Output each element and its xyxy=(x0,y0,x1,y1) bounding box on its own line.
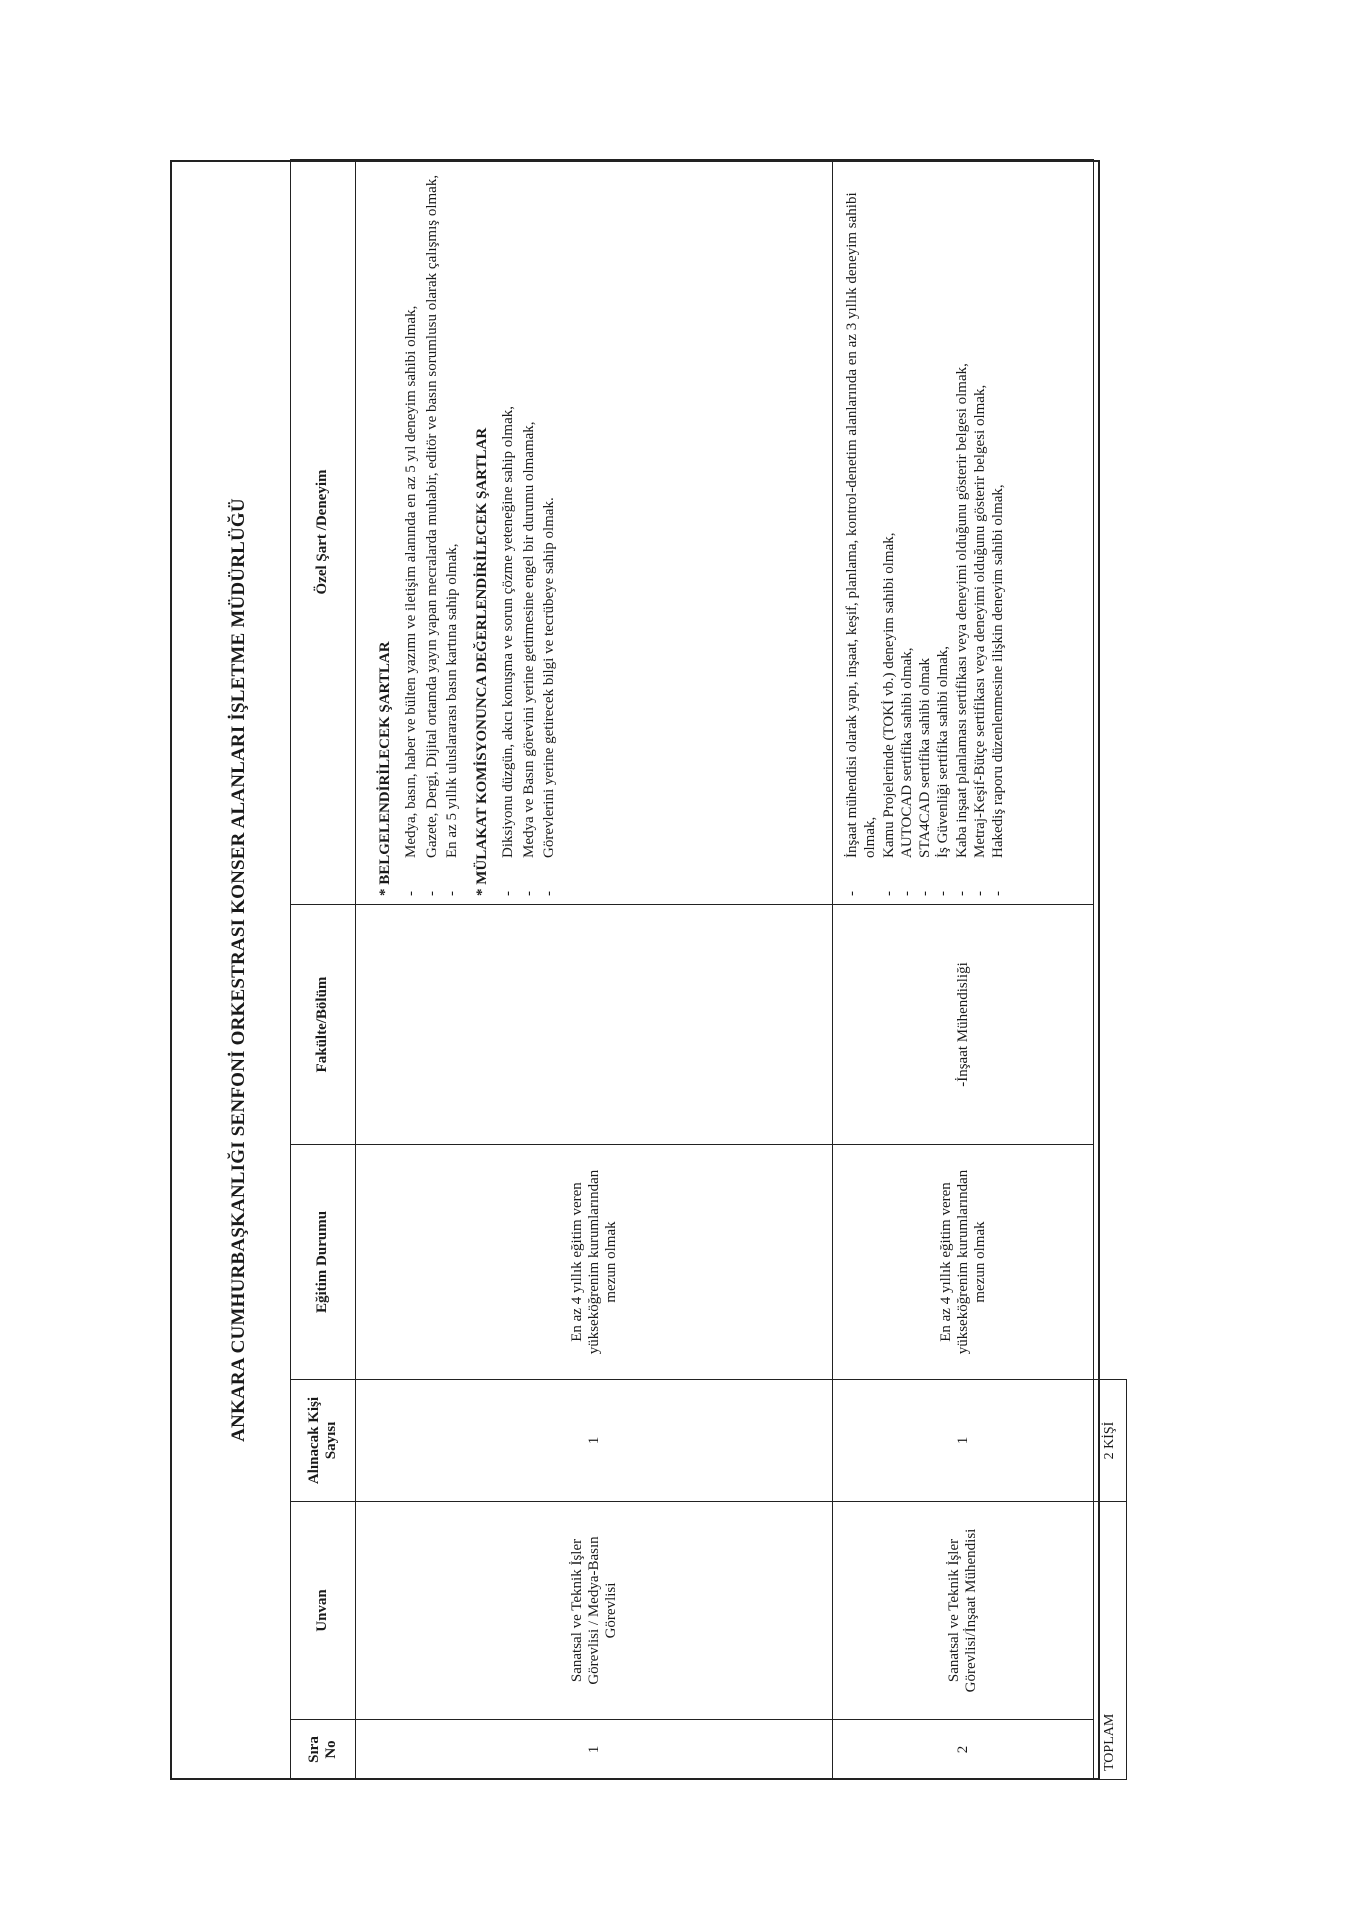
total-row xyxy=(1094,160,1127,1780)
cell-fakulte xyxy=(356,905,833,1145)
table-row xyxy=(833,160,1094,1780)
list-item: - Görevlerini yerine getirecek bilgi ve tecrübeye sahip olmak. xyxy=(540,168,558,858)
total-value: 2 KİŞİ xyxy=(1094,1380,1127,1502)
list-item: - Gazete, Dergi, Dijital ortamda yayın yapan mecralarda muhabir, editör ve basın sorumlusu olarak çalışmış olmak, xyxy=(423,168,441,858)
cell-ozel-sart xyxy=(356,160,833,905)
cell-kisi: 1 xyxy=(833,1380,1094,1502)
list-item: - Medya ve Basın görevini yerine getirmesine engel bir durumu olmamak, xyxy=(520,168,538,858)
section-title-belgelendirilecek: * BELGELENDİRİLECEK ŞARTLAR xyxy=(377,641,393,896)
list-item: - Hakediş raporu düzenlenmesine ilişkin deneyim sahibi olmak, xyxy=(989,168,1007,858)
cell-unvan: Sanatsal ve Teknik İşler Görevlisi/İnşaat Mühendisi xyxy=(833,1502,1094,1720)
cell-kisi: 1 xyxy=(356,1380,833,1502)
cell-unvan: Sanatsal ve Teknik İşler Görevlisi / Medya-Basın Görevlisi xyxy=(356,1502,833,1720)
rotated-document-page xyxy=(170,160,1117,1780)
list-item: - Diksiyonu düzgün, akıcı konuşma ve sorun çözme yeteneğine sahip olmak, xyxy=(499,168,517,858)
header-kisi-sayisi: Alınacak Kişi Sayısı xyxy=(291,1380,356,1502)
personnel-table xyxy=(290,159,1127,1780)
requirement-list xyxy=(402,168,461,896)
list-item: - Kaba inşaat planlaması sertifikası veya deneyimi olduğunu gösterir belgesi olmak, xyxy=(953,168,971,858)
cell-sira: 1 xyxy=(356,1720,833,1780)
header-fakulte-bolum: Fakülte/Bölüm xyxy=(291,905,356,1145)
table-row xyxy=(356,160,833,1780)
cell-egitim: En az 4 yıllık eğitim veren yükseköğrenim kurumlarından mezun olmak xyxy=(356,1145,833,1380)
header-egitim-durumu: Eğitim Durumu xyxy=(291,1145,356,1380)
header-ozel-sart: Özel Şart /Deneyim xyxy=(291,160,356,905)
cell-sira: 2 xyxy=(833,1720,1094,1780)
cell-ozel-sart xyxy=(833,160,1094,905)
list-item: - STA4CAD sertifika sahibi olmak xyxy=(916,168,934,858)
cell-egitim: En az 4 yıllık eğitim veren yükseköğrenim kurumlarından mezun olmak xyxy=(833,1145,1094,1380)
table-header-row xyxy=(291,160,356,1780)
header-sira-no: Sıra No xyxy=(291,1720,356,1780)
total-label: TOPLAM xyxy=(1094,1502,1127,1780)
requirement-list xyxy=(843,168,1008,896)
list-item: - İş Güvenliği sertifika sahibi olmak, xyxy=(934,168,952,858)
header-unvan: Unvan xyxy=(291,1502,356,1720)
section-title-mulakat: * MÜLAKAT KOMİSYONUNCA DEĞERLENDİRİLECEK ŞARTLAR xyxy=(474,427,491,896)
list-item: - AUTOCAD sertifika sahibi olmak, xyxy=(898,168,916,858)
list-item: - En az 5 yıllık uluslararası basın kartına sahip olmak, xyxy=(443,168,461,858)
list-item: - İnşaat mühendisi olarak yapı, inşaat, keşif, planlama, kontrol-denetim alanlarında en az 3 yıllık deneyim sahibi olmak, xyxy=(843,168,880,858)
cell-fakulte: -İnşaat Mühendisliği xyxy=(833,905,1094,1145)
list-item: - Medya, basın, haber ve bülten yazımı ve iletişim alanında en az 5 yıl deneyim sahibi olmak, xyxy=(402,168,420,858)
list-item: - Kamu Projelerinde (TOKİ vb.) deneyim sahibi olmak, xyxy=(880,168,898,858)
list-item: - Metraj-Keşif-Bütçe sertifikası veya deneyimi olduğunu gösterir belgesi olmak, xyxy=(971,168,989,858)
requirement-list xyxy=(499,168,558,896)
document-title: ANKARA CUMHURBAŞKANLIĞI SENFONİ ORKESTRASI KONSER ALANLARI İŞLETME MÜDÜRLÜĞÜ xyxy=(228,498,249,1442)
